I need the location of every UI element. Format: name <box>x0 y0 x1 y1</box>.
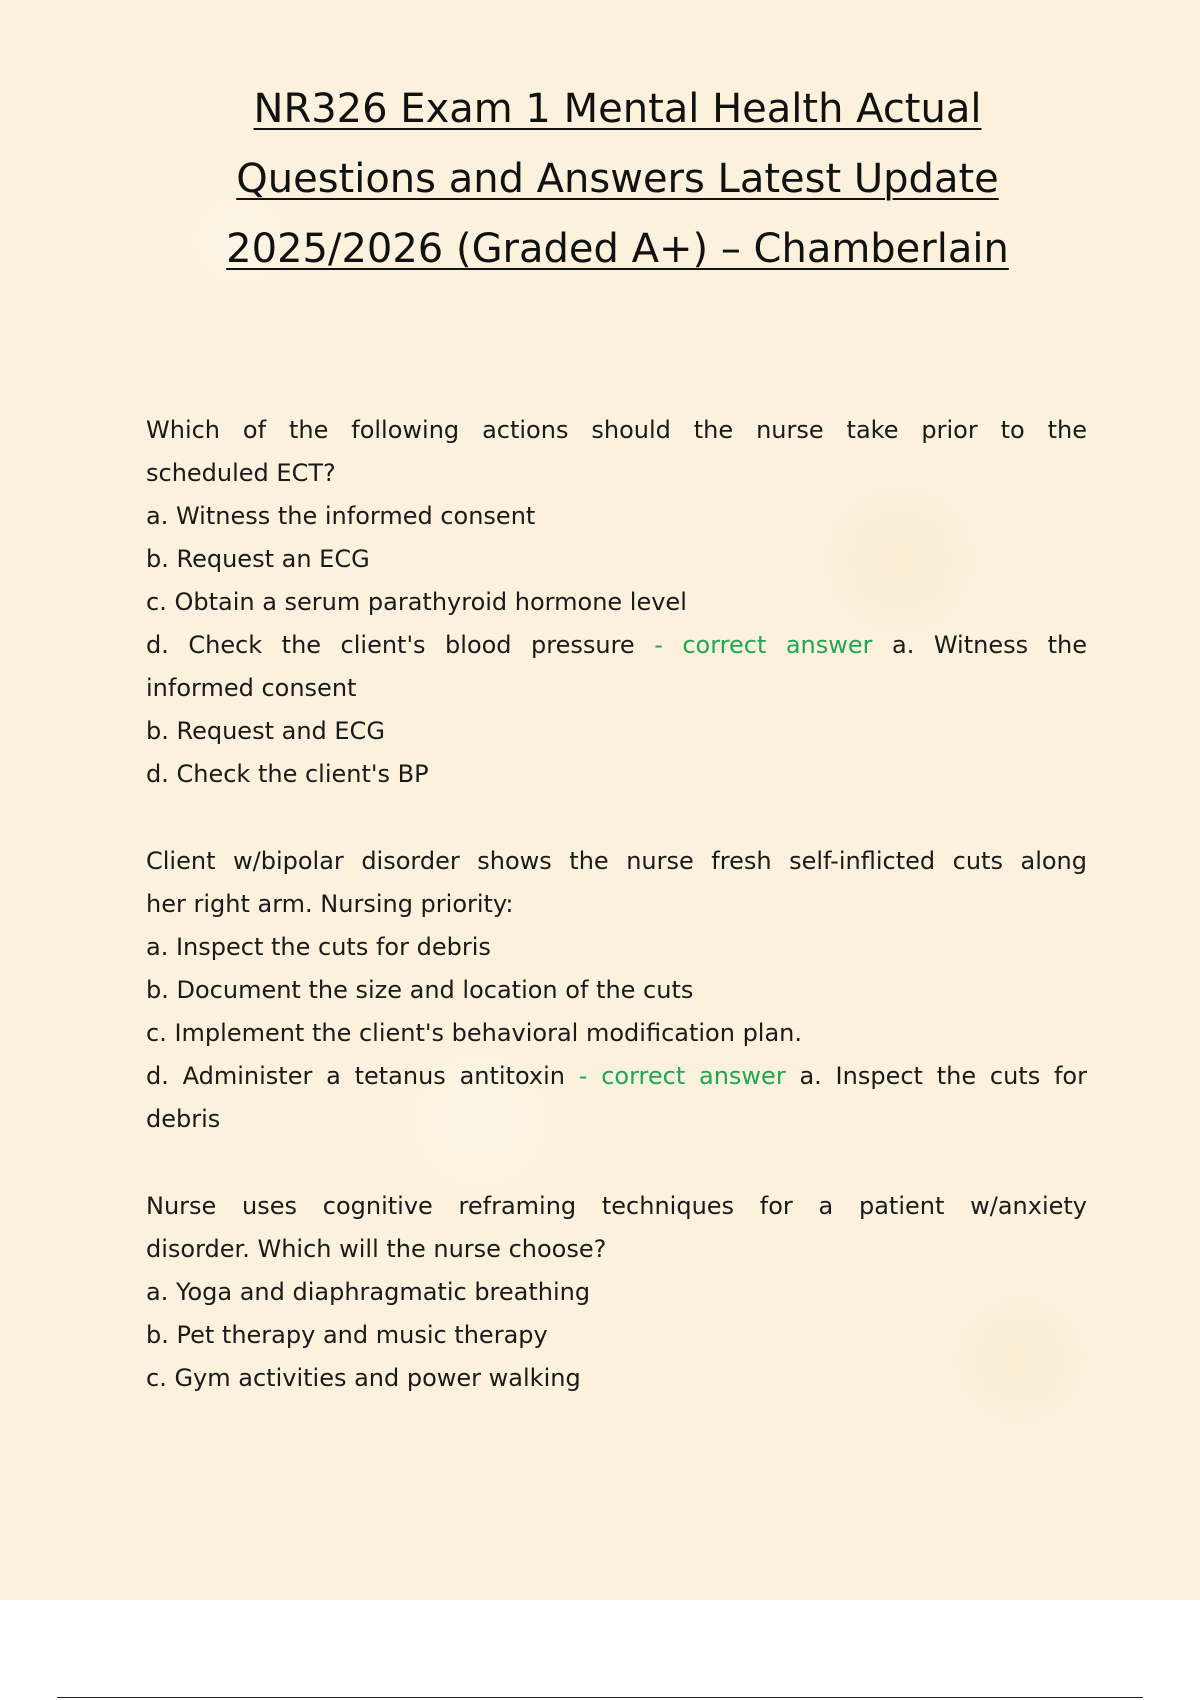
footer-divider <box>57 1697 1143 1698</box>
option-b: b. Pet therapy and music therapy <box>146 1321 548 1349</box>
title-line-1: NR326 Exam 1 Mental Health Actual <box>253 86 982 132</box>
option-b: b. Request an ECG <box>146 545 370 573</box>
option-c: c. Implement the client's behavioral modification plan. <box>146 1019 803 1047</box>
option-a: a. Yoga and diaphragmatic breathing <box>146 1278 591 1306</box>
option-b: b. Document the size and location of the cuts <box>146 976 694 1004</box>
question-stem-cont: disorder. Which will the nurse choose? <box>146 1235 607 1263</box>
question-stem-cont: her right arm. Nursing priority: <box>146 890 514 918</box>
answer-text-cont: debris <box>146 1105 221 1133</box>
answer-text-cont: informed consent <box>146 674 357 702</box>
answer-text: a. Witness the <box>892 631 1087 659</box>
title-line-3: 2025/2026 (Graded A+) – Chamberlain <box>226 226 1009 272</box>
option-c: c. Obtain a serum parathyroid hormone level <box>146 588 687 616</box>
option-d-with-answer <box>146 1055 1087 1098</box>
answer-text: a. Inspect the cuts for <box>799 1062 1087 1090</box>
document-title <box>150 74 1085 284</box>
answer-text-cont: b. Request and ECG <box>146 717 385 745</box>
question-stem: Nurse uses cognitive reframing techniques for a patient w/anxiety <box>146 1192 1087 1220</box>
document-body <box>146 409 1087 1444</box>
question-stem-cont: scheduled ECT? <box>146 459 336 487</box>
option-d: d. Check the client's blood pressure <box>146 631 635 659</box>
correct-answer-label: - correct answer <box>565 1062 800 1090</box>
option-d: d. Administer a tetanus antitoxin <box>146 1062 565 1090</box>
question-3 <box>146 1185 1087 1400</box>
answer-text-cont: d. Check the client's BP <box>146 760 429 788</box>
question-1 <box>146 409 1087 796</box>
option-a: a. Inspect the cuts for debris <box>146 933 491 961</box>
option-d-with-answer <box>146 624 1087 667</box>
option-c: c. Gym activities and power walking <box>146 1364 581 1392</box>
title-line-2: Questions and Answers Latest Update <box>236 156 999 202</box>
question-stem: Which of the following actions should the nurse take prior to the <box>146 416 1087 444</box>
question-stem: Client w/bipolar disorder shows the nurse fresh self-inflicted cuts along <box>146 847 1087 875</box>
correct-answer-label: - correct answer <box>634 631 893 659</box>
question-2 <box>146 840 1087 1141</box>
option-a: a. Witness the informed consent <box>146 502 536 530</box>
